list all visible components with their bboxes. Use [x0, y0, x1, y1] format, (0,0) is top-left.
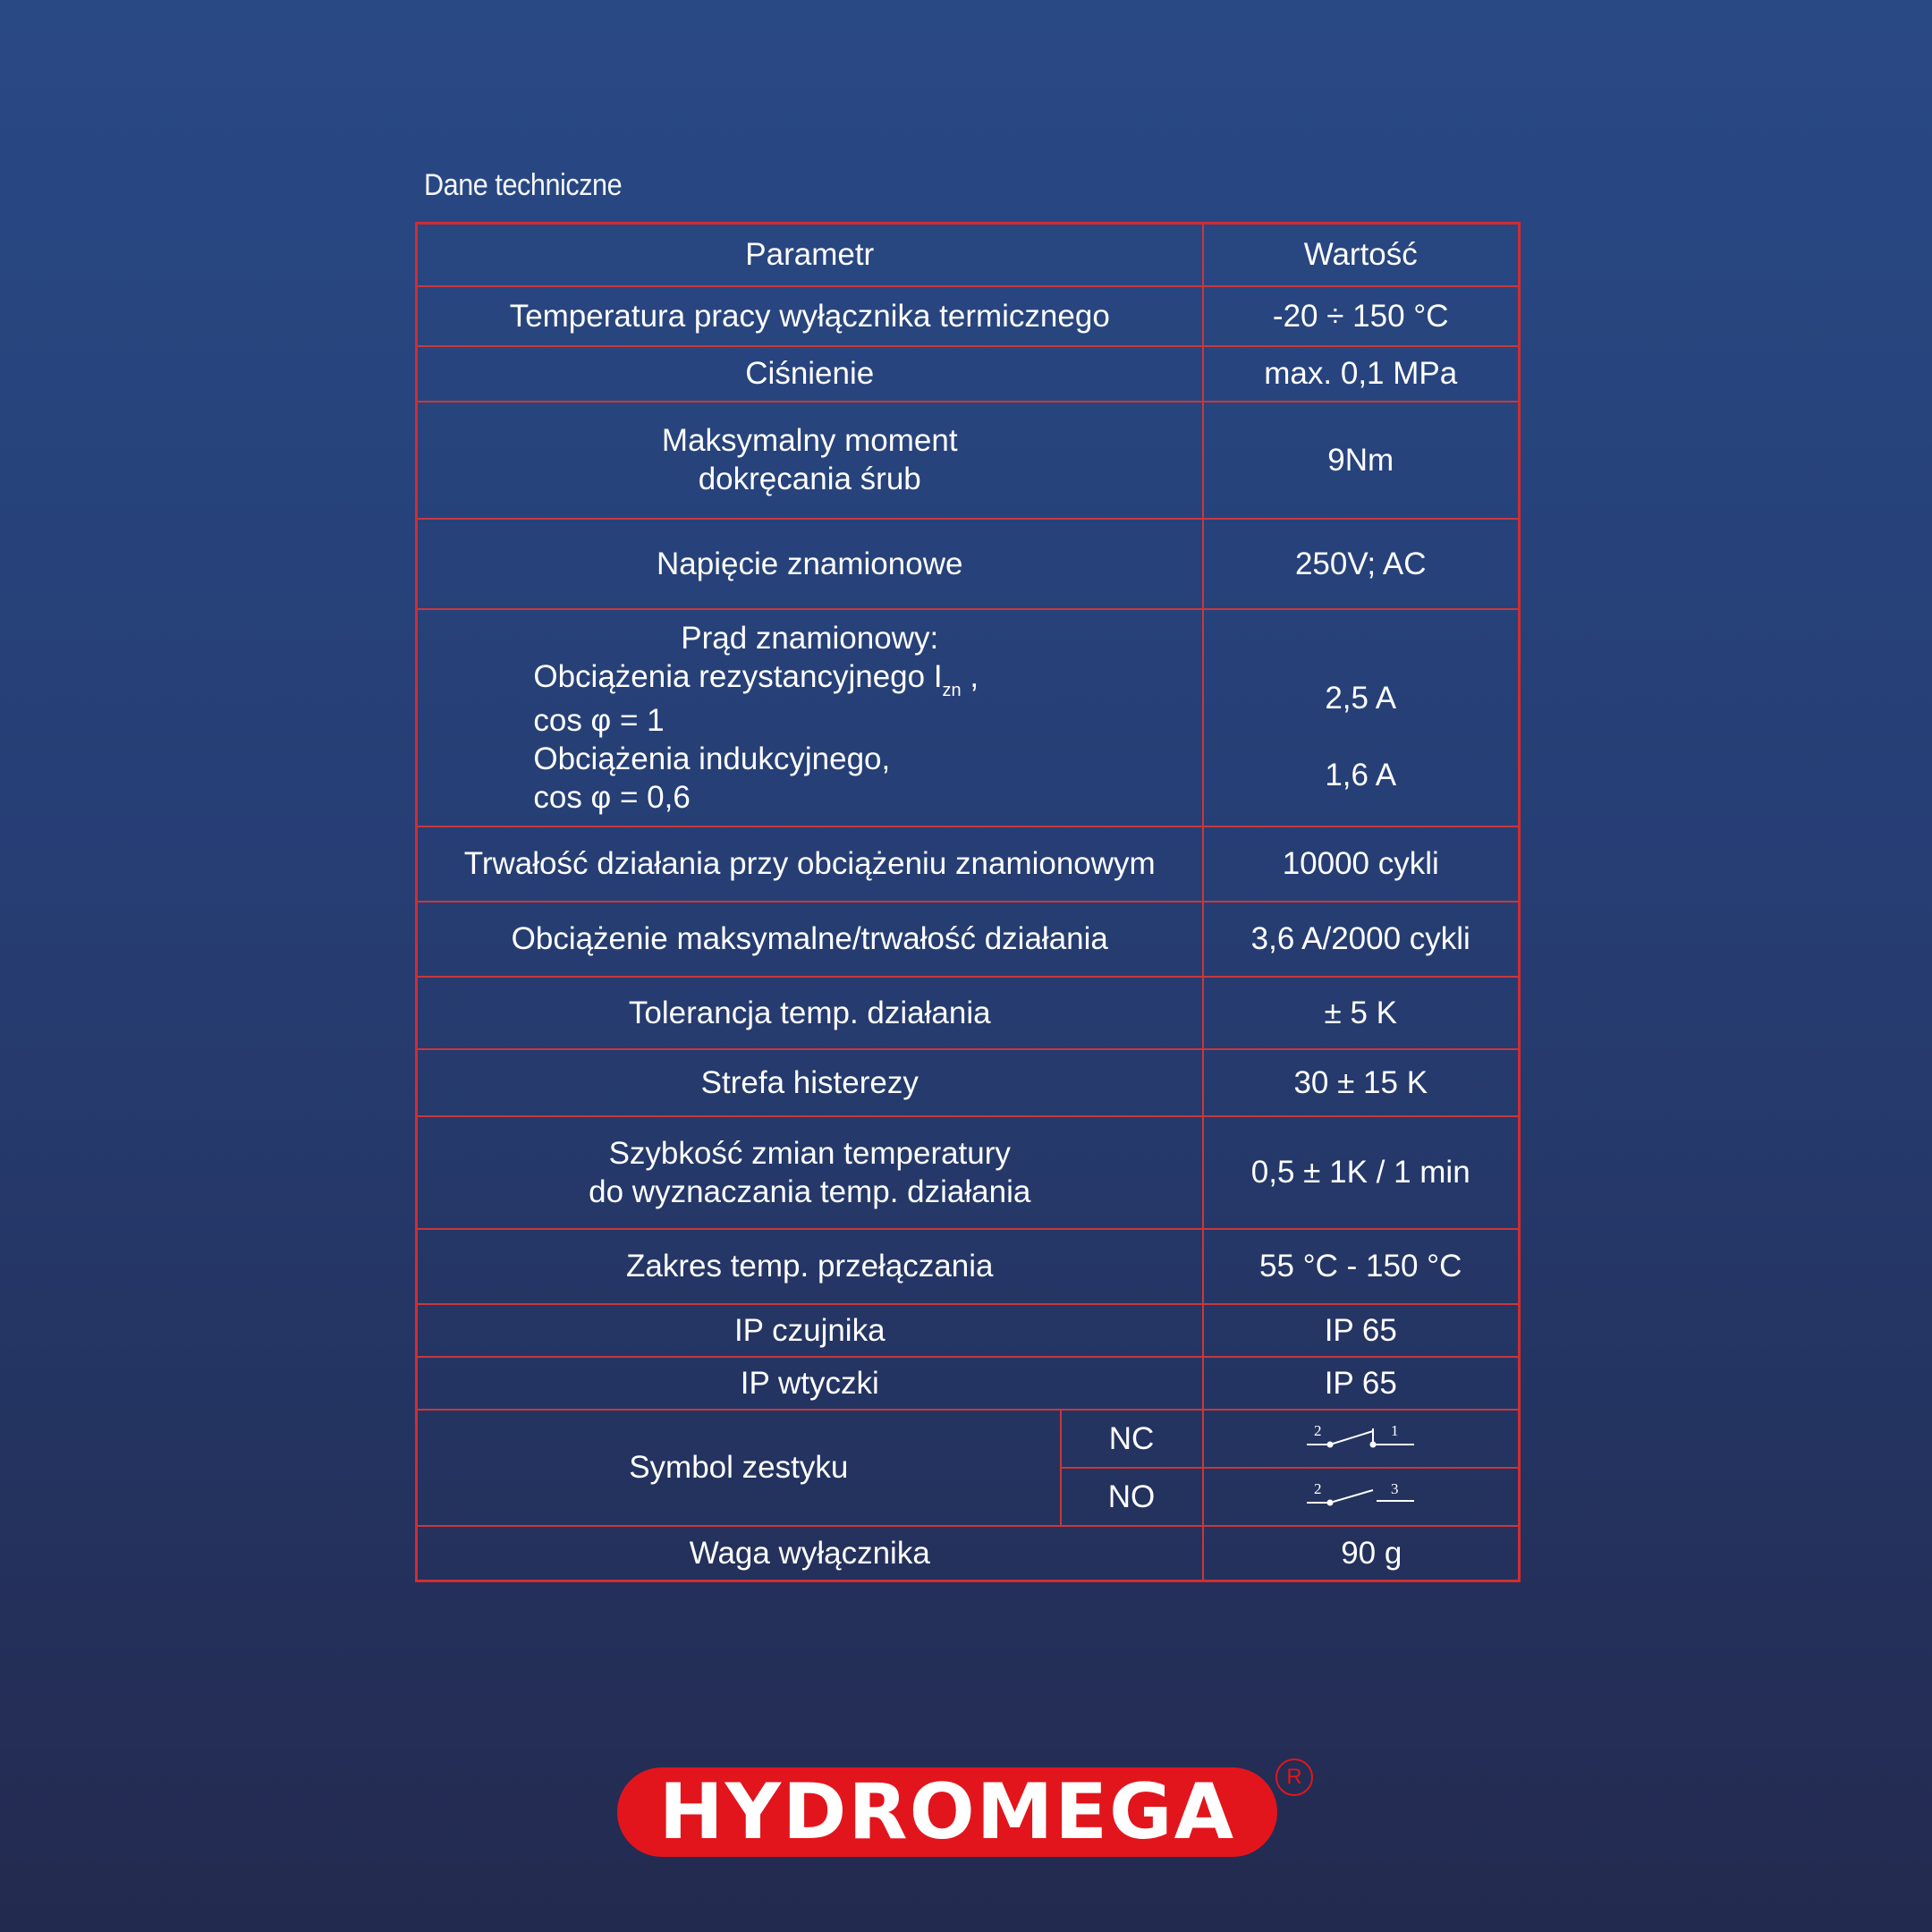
- table-row: [417, 826, 1520, 902]
- param-cell: Napięcie znamionowe: [417, 519, 1203, 609]
- param-cell: Ciśnienie: [417, 346, 1203, 402]
- table-header-row: [417, 224, 1520, 286]
- value-cell: 250V; AC: [1203, 519, 1520, 609]
- table-row: [417, 519, 1520, 609]
- page-title: Dane techniczne: [424, 168, 623, 202]
- table-row: [417, 1304, 1520, 1357]
- param-cell: Waga wyłącznika: [417, 1526, 1203, 1581]
- logo-text: HYDROMEGA: [658, 1767, 1236, 1857]
- param-cell: IP czujnika: [417, 1304, 1203, 1357]
- no-pin-right: 3: [1391, 1481, 1399, 1497]
- table-row: [417, 977, 1520, 1049]
- resistive-cos: cos φ = 1: [533, 702, 665, 738]
- value-cell: -20 ÷ 150 °C: [1203, 286, 1520, 346]
- no-label: NO: [1061, 1468, 1203, 1526]
- table-row: [417, 402, 1520, 519]
- table-row: [417, 609, 1520, 826]
- value-inductive: 1,6 A: [1325, 758, 1397, 792]
- value-cell: ± 5 K: [1203, 977, 1520, 1049]
- value-cell: IP 65: [1203, 1304, 1520, 1357]
- registered-mark-icon: R: [1275, 1758, 1313, 1796]
- value-cell: [1203, 609, 1520, 826]
- param-cell: Temperatura pracy wyłącznika termicznego: [417, 286, 1203, 346]
- table-row: [417, 1116, 1520, 1229]
- value-cell: 9Nm: [1203, 402, 1520, 519]
- param-cell: Tolerancja temp. działania: [417, 977, 1203, 1049]
- value-resistive: 2,5 A: [1325, 681, 1397, 716]
- value-cell: 10000 cykli: [1203, 826, 1520, 902]
- param-line: Maksymalny moment: [661, 423, 958, 458]
- nc-label: NC: [1061, 1410, 1203, 1468]
- table-row: [417, 346, 1520, 402]
- resistive-subscript: zn: [942, 680, 962, 700]
- param-cell: IP wtyczki: [417, 1357, 1203, 1410]
- value-cell: 90 g: [1203, 1526, 1520, 1581]
- inductive-cos: cos φ = 0,6: [533, 779, 691, 815]
- param-line: do wyznaczania temp. działania: [589, 1174, 1031, 1209]
- resistive-suffix: ,: [961, 658, 979, 694]
- param-cell: Zakres temp. przełączania: [417, 1229, 1203, 1304]
- table-row: [417, 1526, 1520, 1581]
- inductive-line: Obciążenia indukcyjnego,: [533, 741, 891, 776]
- value-cell: 3,6 A/2000 cykli: [1203, 902, 1520, 977]
- value-cell: 55 °C - 150 °C: [1203, 1229, 1520, 1304]
- nc-symbol: [1203, 1410, 1520, 1468]
- value-cell: 30 ± 15 K: [1203, 1049, 1520, 1116]
- current-details: [533, 657, 979, 817]
- brand-logo: [617, 1762, 1279, 1860]
- header-value: Wartość: [1203, 224, 1520, 286]
- table-row: [417, 1410, 1520, 1468]
- resistive-line: [533, 657, 979, 701]
- header-param: Parametr: [417, 224, 1203, 286]
- param-cell: [417, 402, 1203, 519]
- param-cell: Trwałość działania przy obciążeniu znamionowym: [417, 826, 1203, 902]
- table-row: [417, 902, 1520, 977]
- param-cell: Strefa histerezy: [417, 1049, 1203, 1116]
- table-row: [417, 1049, 1520, 1116]
- no-pin-left: 2: [1314, 1481, 1322, 1497]
- param-title: Prąd znamionowy:: [681, 620, 939, 656]
- param-line: Szybkość zmian temperatury: [608, 1135, 1011, 1171]
- param-cell: [417, 609, 1203, 826]
- value-cell: IP 65: [1203, 1357, 1520, 1410]
- value-cell: max. 0,1 MPa: [1203, 346, 1520, 402]
- nc-pin-right: 1: [1391, 1423, 1399, 1439]
- no-symbol: [1203, 1468, 1520, 1526]
- param-cell: Symbol zestyku: [417, 1410, 1061, 1526]
- param-line: dokręcania śrub: [698, 462, 921, 496]
- nc-contact-icon: [1298, 1423, 1423, 1453]
- spec-table: [415, 222, 1521, 1582]
- table-row: [417, 286, 1520, 346]
- param-cell: [417, 1116, 1203, 1229]
- nc-pin-left: 2: [1314, 1423, 1322, 1439]
- resistive-text: Obciążenia rezystancyjnego I: [533, 658, 943, 694]
- param-cell: Obciążenie maksymalne/trwałość działania: [417, 902, 1203, 977]
- value-cell: 0,5 ± 1K / 1 min: [1203, 1116, 1520, 1229]
- table-row: [417, 1229, 1520, 1304]
- table-row: [417, 1357, 1520, 1410]
- no-contact-icon: [1298, 1481, 1423, 1512]
